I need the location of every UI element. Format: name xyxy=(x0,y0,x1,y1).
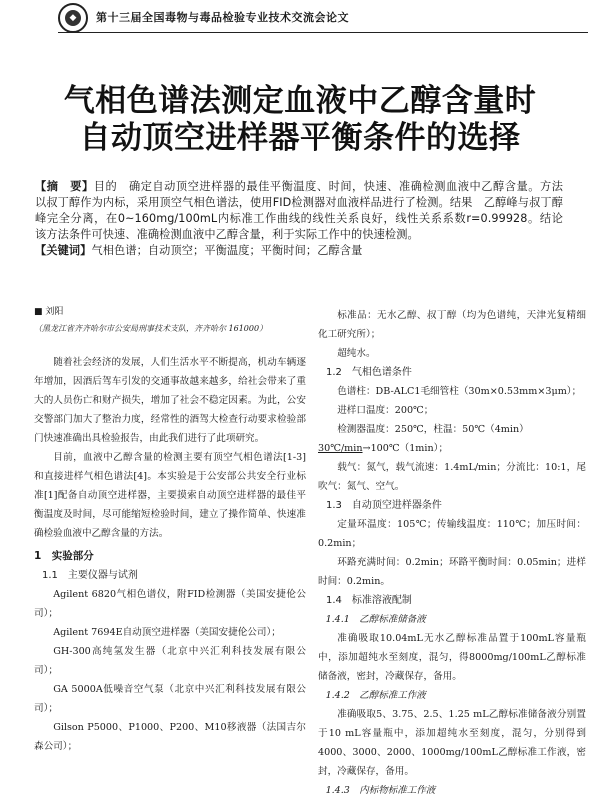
keywords-text: 气相色谱；自动顶空；平衡温度；平衡时间；乙醇含量 xyxy=(91,244,363,257)
right-column xyxy=(318,306,586,800)
author-affiliation: （黑龙江省齐齐哈尔市公安局刑事技术支队，齐齐哈尔 161000） xyxy=(34,324,268,333)
gc-condition: 载气：氮气，载气流速：1.4mL/min；分流比：10:1，尾吹气：氮气、空气。 xyxy=(318,462,586,492)
conference-logo xyxy=(58,3,88,33)
abstract-label: 【摘 要】 xyxy=(35,180,94,193)
section-1-1-heading: 1.1 主要仪器与试剂 xyxy=(42,570,138,581)
water-text: 超纯水。 xyxy=(337,348,376,359)
section-1-2-heading: 1.2 气相色谱条件 xyxy=(326,367,412,378)
gc-ramp-rate: 30℃/min xyxy=(318,443,363,454)
left-column xyxy=(34,306,306,756)
running-header xyxy=(0,0,600,36)
gc-condition: 检测器温度：250℃，柱温：50℃（4min） xyxy=(337,424,529,435)
section-1-heading: 1 实验部分 xyxy=(34,550,94,562)
logo-emblem-icon: ◆ xyxy=(65,10,81,26)
headspace-condition: 环路充满时间：0.2min；环路平衡时间：0.05min；进样时间：0.2min。 xyxy=(318,557,586,587)
preparation-text: 准确吸取10.04mL无水乙醇标准品置于100mL容量瓶中，添加超纯水至刻度，混匀，得8000mg/100mL乙醇标准储备液，密封，冷藏保存，备用。 xyxy=(318,633,586,682)
section-1-4-heading: 1.4 标准溶液配制 xyxy=(326,595,412,606)
section-1-3-heading: 1.3 自动顶空进样器条件 xyxy=(326,500,442,511)
instrument-item: Agilent 7694E自动顶空进样器（美国安捷伦公司）； xyxy=(53,627,281,638)
headspace-condition: 定量环温度：105℃；传输线温度：110℃；加压时间：0.2min； xyxy=(318,519,586,549)
gc-condition: 进样口温度：200℃； xyxy=(337,405,434,416)
gc-condition: 色谱柱：DB-ALC1毛细管柱（30m×0.53mm×3μm）； xyxy=(337,386,582,397)
paper-title-line-1: 气相色谱法测定血液中乙醇含量时 xyxy=(63,83,537,119)
standards-text: 标准品：无水乙醇、叔丁醇（均为色谱纯，天津光复精细化工研究所）； xyxy=(318,310,586,340)
header-divider xyxy=(58,32,588,33)
abstract-text: 目的 确定自动顶空进样器的最佳平衡温度、时间，快速、准确检测血液中乙醇含量。方法 以叔丁醇作为内标，采用顶空气相色谱法，使用FID检测器对血液样品进行了检测。结果 乙醇峰与叔丁醇峰完全分离，在0~160mg/100mL内标准工作曲线的线性关系良好，线性关系系数r=0.99928。结论 该方法条件可快速、准确检测血液中乙醇含量，利于实际工作中的快速检测。 xyxy=(35,180,575,241)
intro-paragraph-1: 随着社会经济的发展，人们生活水平不断提高，机动车辆逐年增加，因酒后驾车引发的交通事故越来越多，给社会带来了重大的人员伤亡和财产损失，增加了社会不稳定因素。为此，公安交警部门加大了整治力度，经常性的酒驾大检查行动要求检验部门快速准确出具检验报告，由此我们进行了此项研究。 xyxy=(34,357,306,444)
author-name: ■ 刘阳 xyxy=(34,307,64,317)
section-1-4-3-heading: 1.4.3 内标物标准工作液 xyxy=(325,785,436,796)
section-1-4-1-heading: 1.4.1 乙醇标准储备液 xyxy=(325,614,426,625)
preparation-text: 准确吸取5、3.75、2.5、1.25 mL乙醇标准储备液分别置于10 mL容量瓶中，添加超纯水至刻度，混匀，分别得到4000、3000、2000、1000mg/100mL乙醇标准工作液，密封，冷藏保存，备用。 xyxy=(318,709,586,777)
section-1-4-2-heading: 1.4.2 乙醇标准工作液 xyxy=(325,690,426,701)
instrument-item: GH-300高纯氢发生器（北京中兴汇利科技发展有限公司）； xyxy=(34,646,306,676)
instrument-item: Gilson P5000、P1000、P200、M10移液器（法国吉尔森公司）； xyxy=(34,722,306,752)
paper-title-line-2: 自动顶空进样器平衡条件的选择 xyxy=(79,120,521,156)
instrument-item: GA 5000A低噪音空气泵（北京中兴汇利科技发展有限公司）； xyxy=(34,684,306,714)
gc-ramp-rest: →100℃（1min）； xyxy=(362,443,449,454)
gc-ramp-line xyxy=(318,439,586,458)
instrument-item: Agilent 6820气相色谱仪，附FID检测器（美国安捷伦公司）； xyxy=(34,589,306,619)
running-title: 第十三届全国毒物与毒品检验专业技术交流会论文 xyxy=(96,11,349,24)
keywords-label: 【关键词】 xyxy=(35,244,92,257)
intro-paragraph-2: 目前，血液中乙醇含量的检测主要有顶空气相色谱法[1-3]和直接进样气相色谱法[4]。本实验是于公安部公共安全行业标准[1]配备自动顶空进样器，主要摸索自动顶空进样器的最佳平衡温度及时间，尽可能缩短检验时间，建立了操作简单、快速准确检验血液中乙醇含量的方法。 xyxy=(34,452,306,539)
abstract-block xyxy=(35,179,575,259)
